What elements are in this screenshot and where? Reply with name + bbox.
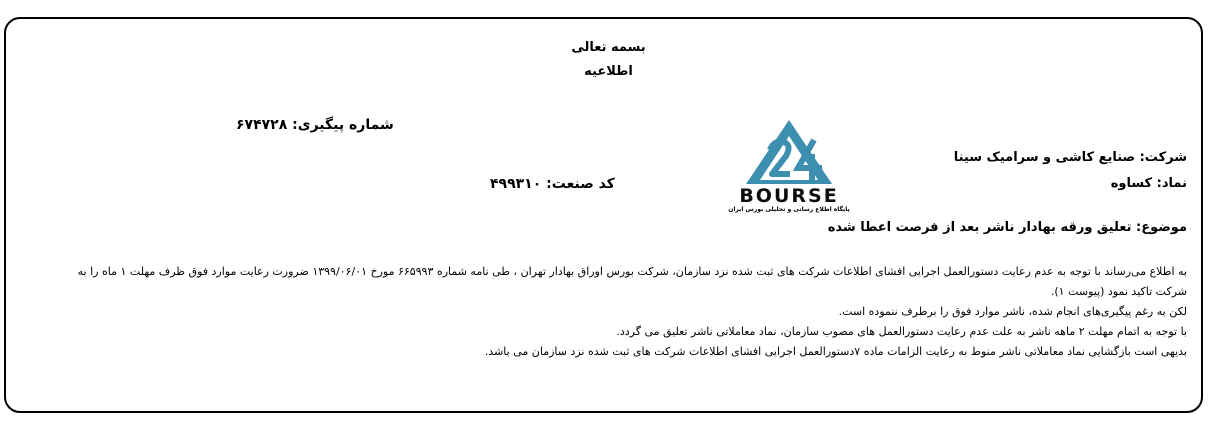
- header-subtitle: اطلاعیه: [584, 64, 633, 79]
- logo-tagline: پایگاه اطلاع رسانی و تحلیلی بورس ایران: [728, 206, 850, 213]
- header-title: بسمه تعالی: [571, 40, 646, 55]
- body-paragraph-2: لکن به رغم پیگیری‌های انجام شده، ناشر موارد فوق را برطرف ننموده است.: [838, 305, 1187, 318]
- body-paragraph-1: به اطلاع می‌رساند با توجه به عدم رعایت دستورالعمل اجرایی افشای اطلاعات شرکت های ثبت شده نزد سازمان، شرکت بورس اوراق بهادار تهران ، طی نامه شماره ۶۶۵۹۹۳ مورخ ۱۳۹۹/۰۶/۰۱ ضرورت رعایت موارد فوق ظرف مهلت ۱ ماه را به شرکت تاکید نمود (پیوست ۱).: [77, 265, 1187, 298]
- logo-wordmark: BOURSE: [739, 185, 839, 206]
- bourse-logo: [728, 110, 850, 222]
- body-paragraph-3: با توجه به اتمام مهلت ۲ ماهه ناشر به علت عدم رعایت دستورالعمل های مصوب سازمان، نماد معاملاتی ناشر تعلیق می گردد.: [616, 325, 1187, 338]
- body-paragraph-4: بدیهی است بازگشایی نماد معاملاتی ناشر منوط به رعایت الزامات ماده ۷دستورالعمل اجرایی افشای اطلاعات شرکت های ثبت شده نزد سازمان می باشد.: [484, 345, 1187, 358]
- company-symbol: نماد: کساوه: [1110, 176, 1187, 191]
- industry-code: کد صنعت: ۴۹۹۳۱۰: [490, 176, 615, 192]
- bourse-logo-mark: [728, 110, 850, 206]
- tracking-number: شماره پیگیری: ۶۷۴۷۲۸: [236, 117, 394, 133]
- notice-body: [47, 262, 1187, 362]
- subject-line: موضوع: تعلیق ورقه بهادار ناشر بعد از فرصت اعطا شده: [827, 220, 1187, 235]
- company-name: شرکت: صنایع کاشی و سرامیک سینا: [953, 150, 1187, 165]
